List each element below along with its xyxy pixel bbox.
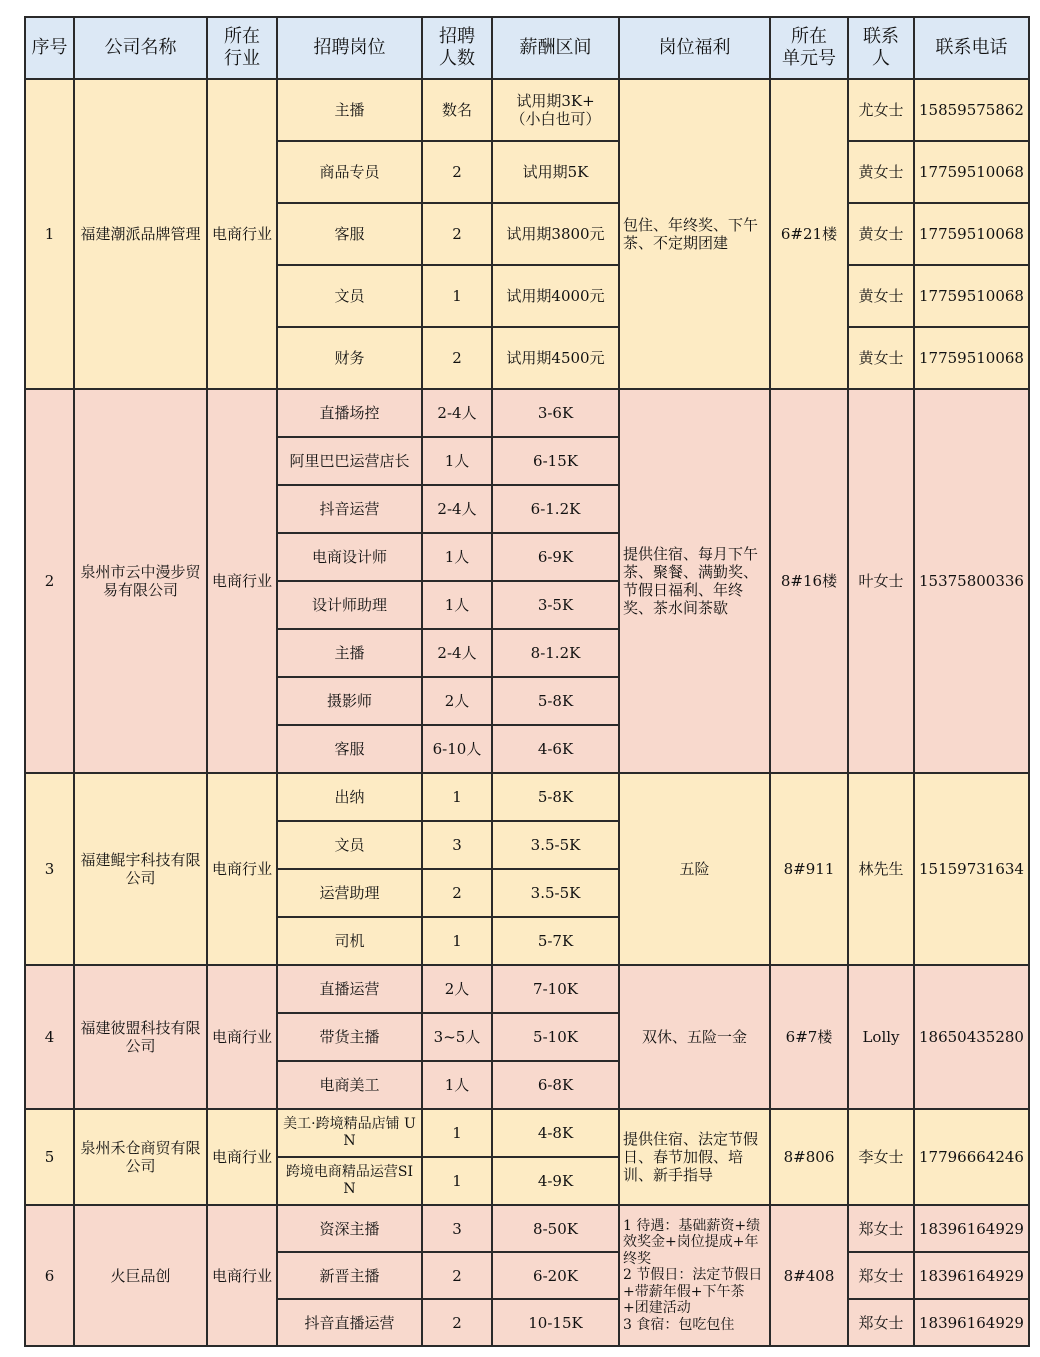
job-title: 带货主播 xyxy=(277,1013,422,1061)
header-industry: 所在 行业 xyxy=(207,17,277,79)
welfare: 提供住宿、法定节假日、春节加假、培训、新手指导 xyxy=(619,1109,770,1205)
job-salary: 3-5K xyxy=(492,581,619,629)
company-name: 泉州市云中漫步贸易有限公司 xyxy=(74,389,207,773)
job-count: 2-4人 xyxy=(422,485,492,533)
contact-person: Lolly xyxy=(848,965,914,1109)
unit-number: 8#806 xyxy=(770,1109,848,1205)
contact-person: 郑女士 xyxy=(848,1299,914,1346)
row-number: 5 xyxy=(25,1109,74,1205)
industry: 电商行业 xyxy=(207,965,277,1109)
contact-person: 叶女士 xyxy=(848,389,914,773)
job-salary: 3.5-5K xyxy=(492,821,619,869)
job-salary: 试用期5K xyxy=(492,141,619,203)
contact-person: 黄女士 xyxy=(848,141,914,203)
job-title: 抖音直播运营 xyxy=(277,1299,422,1346)
job-salary: 8-50K xyxy=(492,1205,619,1252)
job-title: 跨境电商精品运营SIN xyxy=(277,1157,422,1205)
contact-phone: 17759510068 xyxy=(914,203,1029,265)
row-number: 6 xyxy=(25,1205,74,1346)
job-title: 文员 xyxy=(277,265,422,327)
contact-phone: 18396164929 xyxy=(914,1205,1029,1252)
job-title: 司机 xyxy=(277,917,422,965)
job-salary: 10-15K xyxy=(492,1299,619,1346)
company-name: 泉州禾仓商贸有限公司 xyxy=(74,1109,207,1205)
header-welfare: 岗位福利 xyxy=(619,17,770,79)
industry: 电商行业 xyxy=(207,1109,277,1205)
unit-number: 6#7楼 xyxy=(770,965,848,1109)
job-title: 商品专员 xyxy=(277,141,422,203)
welfare: 1 待遇：基础薪资+绩效奖金+岗位提成+年终奖 2 节假日：法定节假日+带薪年假+下午茶+团建活动 3 食宿：包吃包住 xyxy=(619,1205,770,1346)
job-salary: 5-10K xyxy=(492,1013,619,1061)
table-row xyxy=(25,1109,1029,1157)
industry: 电商行业 xyxy=(207,79,277,389)
contact-phone: 15159731634 xyxy=(914,773,1029,965)
contact-person: 黄女士 xyxy=(848,327,914,389)
job-salary: 6-1.2K xyxy=(492,485,619,533)
job-salary: 4-6K xyxy=(492,725,619,773)
industry: 电商行业 xyxy=(207,389,277,773)
job-count: 1 xyxy=(422,773,492,821)
job-title: 摄影师 xyxy=(277,677,422,725)
row-number: 2 xyxy=(25,389,74,773)
job-salary: 4-9K xyxy=(492,1157,619,1205)
job-salary: 6-9K xyxy=(492,533,619,581)
job-count: 2-4人 xyxy=(422,389,492,437)
contact-person: 郑女士 xyxy=(848,1205,914,1252)
contact-person: 黄女士 xyxy=(848,203,914,265)
job-title: 直播场控 xyxy=(277,389,422,437)
welfare: 提供住宿、每月下午茶、聚餐、满勤奖、节假日福利、年终奖、茶水间茶歇 xyxy=(619,389,770,773)
table-row xyxy=(25,1205,1029,1252)
company-name: 福建彼盟科技有限公司 xyxy=(74,965,207,1109)
recruitment-table xyxy=(24,16,1030,1347)
job-salary: 试用期4000元 xyxy=(492,265,619,327)
unit-number: 8#16楼 xyxy=(770,389,848,773)
unit-number: 8#911 xyxy=(770,773,848,965)
job-title: 抖音运营 xyxy=(277,485,422,533)
job-count: 1人 xyxy=(422,437,492,485)
header-company: 公司名称 xyxy=(74,17,207,79)
industry: 电商行业 xyxy=(207,1205,277,1346)
unit-number: 6#21楼 xyxy=(770,79,848,389)
contact-phone: 17759510068 xyxy=(914,141,1029,203)
job-title: 美工·跨境精品店铺 UN xyxy=(277,1109,422,1157)
job-count: 1 xyxy=(422,1157,492,1205)
company-name: 火巨品创 xyxy=(74,1205,207,1346)
welfare: 双休、五险一金 xyxy=(619,965,770,1109)
table-row xyxy=(25,389,1029,437)
job-title: 财务 xyxy=(277,327,422,389)
contact-person: 黄女士 xyxy=(848,265,914,327)
job-title: 文员 xyxy=(277,821,422,869)
job-count: 1 xyxy=(422,265,492,327)
header-no: 序号 xyxy=(25,17,74,79)
job-count: 3 xyxy=(422,1205,492,1252)
contact-person: 尤女士 xyxy=(848,79,914,141)
job-salary: 试用期4500元 xyxy=(492,327,619,389)
job-count: 2-4人 xyxy=(422,629,492,677)
company-name: 福建潮派品牌管理 xyxy=(74,79,207,389)
job-count: 1 xyxy=(422,1109,492,1157)
header-salary: 薪酬区间 xyxy=(492,17,619,79)
job-salary: 3-6K xyxy=(492,389,619,437)
company-name: 福建鲲宇科技有限公司 xyxy=(74,773,207,965)
contact-phone: 18396164929 xyxy=(914,1299,1029,1346)
job-title: 资深主播 xyxy=(277,1205,422,1252)
job-title: 主播 xyxy=(277,629,422,677)
job-count: 3~5人 xyxy=(422,1013,492,1061)
job-count: 3 xyxy=(422,821,492,869)
job-count: 2人 xyxy=(422,677,492,725)
job-count: 6-10人 xyxy=(422,725,492,773)
header-phone: 联系电话 xyxy=(914,17,1029,79)
job-title: 电商美工 xyxy=(277,1061,422,1109)
contact-phone: 18396164929 xyxy=(914,1252,1029,1299)
industry: 电商行业 xyxy=(207,773,277,965)
job-title: 客服 xyxy=(277,725,422,773)
job-salary: 6-8K xyxy=(492,1061,619,1109)
job-title: 客服 xyxy=(277,203,422,265)
contact-phone: 15375800336 xyxy=(914,389,1029,773)
job-title: 直播运营 xyxy=(277,965,422,1013)
header-position: 招聘岗位 xyxy=(277,17,422,79)
job-count: 1 xyxy=(422,917,492,965)
job-salary: 5-8K xyxy=(492,773,619,821)
job-title: 阿里巴巴运营店长 xyxy=(277,437,422,485)
job-salary: 8-1.2K xyxy=(492,629,619,677)
job-count: 2人 xyxy=(422,965,492,1013)
header-contact: 联系 人 xyxy=(848,17,914,79)
header-unit: 所在 单元号 xyxy=(770,17,848,79)
job-salary: 3.5-5K xyxy=(492,869,619,917)
job-count: 2 xyxy=(422,203,492,265)
job-count: 2 xyxy=(422,1252,492,1299)
row-number: 3 xyxy=(25,773,74,965)
contact-person: 郑女士 xyxy=(848,1252,914,1299)
welfare: 包住、年终奖、下午茶、不定期团建 xyxy=(619,79,770,389)
job-count: 2 xyxy=(422,327,492,389)
header-count: 招聘 人数 xyxy=(422,17,492,79)
job-count: 1人 xyxy=(422,533,492,581)
job-salary: 6-15K xyxy=(492,437,619,485)
job-title: 新晋主播 xyxy=(277,1252,422,1299)
contact-phone: 17796664246 xyxy=(914,1109,1029,1205)
contact-phone: 17759510068 xyxy=(914,265,1029,327)
contact-phone: 15859575862 xyxy=(914,79,1029,141)
header-row xyxy=(25,17,1029,79)
table-row xyxy=(25,79,1029,141)
unit-number: 8#408 xyxy=(770,1205,848,1346)
welfare: 五险 xyxy=(619,773,770,965)
job-count: 2 xyxy=(422,141,492,203)
contact-person: 李女士 xyxy=(848,1109,914,1205)
job-title: 运营助理 xyxy=(277,869,422,917)
job-salary: 5-8K xyxy=(492,677,619,725)
job-title: 主播 xyxy=(277,79,422,141)
row-number: 4 xyxy=(25,965,74,1109)
job-title: 设计师助理 xyxy=(277,581,422,629)
job-title: 出纳 xyxy=(277,773,422,821)
job-salary: 6-20K xyxy=(492,1252,619,1299)
job-salary: 7-10K xyxy=(492,965,619,1013)
job-count: 2 xyxy=(422,1299,492,1346)
job-count: 1人 xyxy=(422,1061,492,1109)
job-salary: 试用期3K+（小白也可） xyxy=(492,79,619,141)
job-count: 1人 xyxy=(422,581,492,629)
job-title: 电商设计师 xyxy=(277,533,422,581)
job-salary: 4-8K xyxy=(492,1109,619,1157)
table-row xyxy=(25,965,1029,1013)
job-count: 2 xyxy=(422,869,492,917)
contact-person: 林先生 xyxy=(848,773,914,965)
job-salary: 试用期3800元 xyxy=(492,203,619,265)
table-row xyxy=(25,773,1029,821)
contact-phone: 18650435280 xyxy=(914,965,1029,1109)
job-count: 数名 xyxy=(422,79,492,141)
contact-phone: 17759510068 xyxy=(914,327,1029,389)
job-salary: 5-7K xyxy=(492,917,619,965)
row-number: 1 xyxy=(25,79,74,389)
